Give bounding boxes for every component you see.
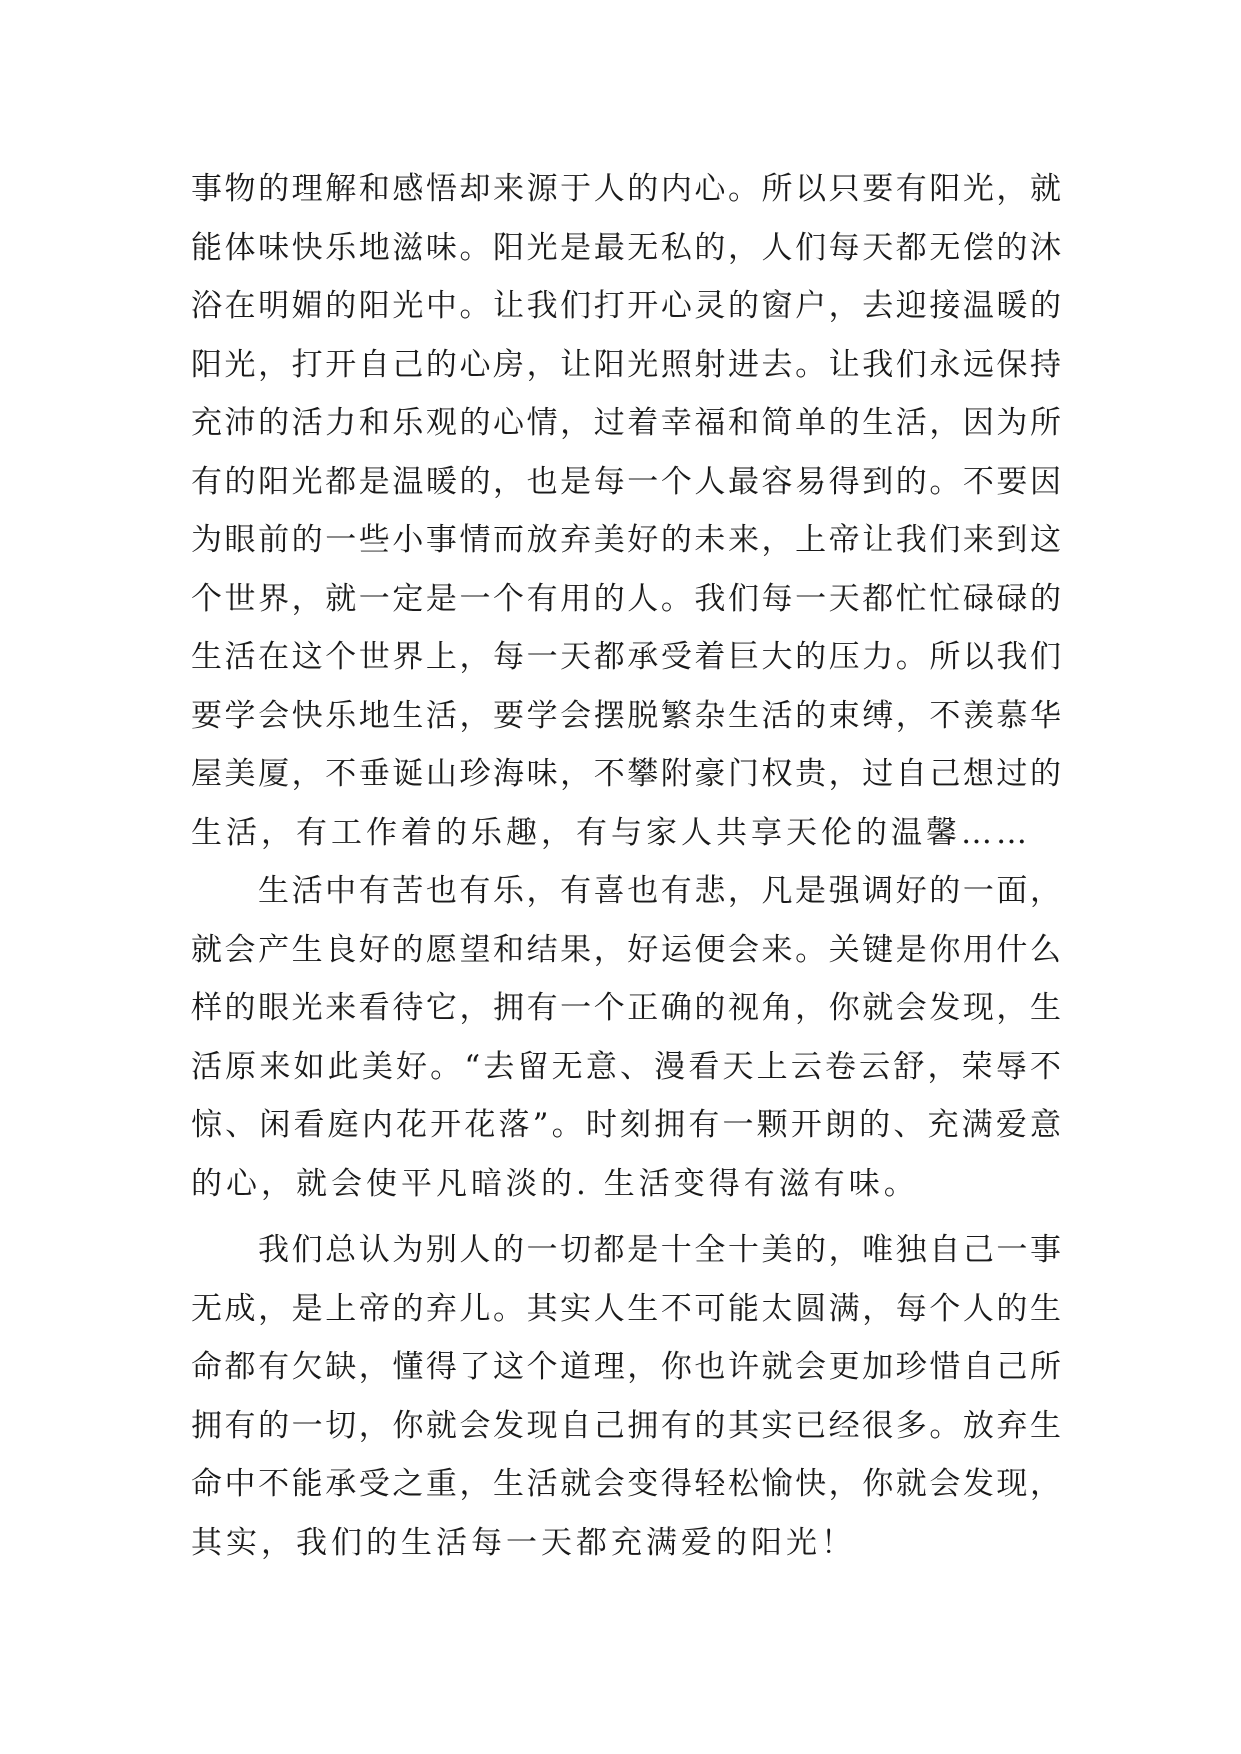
text-line: 拥有的一切，你就会发现自己拥有的其实已经很多。放弃生 [191,1407,1061,1444]
text-line: 生活，有工作着的乐趣，有与家人共享天伦的温馨…… [191,814,1031,851]
text-line: 生活在这个世界上，每一天都承受着巨大的压力。所以我们 [191,639,1061,675]
text-line: 个世界，就一定是一个有用的人。我们每一天都忙忙碌碌的 [191,580,1061,617]
text-line: 事物的理解和感悟却来源于人的内心。所以只要有阳光，就 [191,171,1061,207]
text-line: 阳光，打开自己的心房，让阳光照射进去。让我们永远保持 [191,346,1061,383]
text-line: 活原来如此美好。“去留无意、漫看天上云卷云舒，荣辱不 [191,1048,1061,1085]
paragraph [191,1221,1061,1572]
text-line: 要学会快乐地生活，要学会摆脱繁杂生活的束缚，不羡慕华 [191,697,1061,734]
text-line: 生活中有苦也有乐，有喜也有悲，凡是强调好的一面， [258,873,1061,909]
text-line: 其实，我们的生活每一天都充满爱的阳光！ [191,1524,856,1561]
document-body [191,160,1061,1572]
text-line: 惊、闲看庭内花开花落”。时刻拥有一颗开朗的、充满爱意 [191,1107,1061,1143]
text-line: 命都有欠缺，懂得了这个道理，你也许就会更加珍惜自己所 [191,1349,1061,1385]
text-line: 样的眼光来看待它，拥有一个正确的视角，你就会发现，生 [191,990,1061,1026]
paragraph [191,160,1061,862]
paragraph [191,862,1061,1213]
text-line: 就会产生良好的愿望和结果，好运便会来。关键是你用什么 [191,931,1061,968]
text-line: 的心，就会使平凡暗淡的. 生活变得有滋有味。 [191,1165,919,1202]
text-line: 屋美厦，不垂诞山珍海味，不攀附豪门权贵，过自己想过的 [191,756,1061,792]
text-line: 有的阳光都是温暖的，也是每一个人最容易得到的。不要因 [191,463,1061,500]
text-line: 浴在明媚的阳光中。让我们打开心灵的窗户，去迎接温暖的 [191,288,1061,324]
text-line: 为眼前的一些小事情而放弃美好的未来，上帝让我们来到这 [191,522,1061,558]
text-line: 无成，是上帝的弃儿。其实人生不可能太圆满，每个人的生 [191,1290,1061,1327]
text-line: 我们总认为别人的一切都是十全十美的，唯独自己一事 [258,1232,1061,1268]
text-line: 命中不能承受之重，生活就会变得轻松愉快，你就会发现， [191,1466,1061,1502]
text-line: 能体味快乐地滋味。阳光是最无私的，人们每天都无偿的沐 [191,229,1061,266]
text-line: 充沛的活力和乐观的心情，过着幸福和简单的生活，因为所 [191,405,1061,441]
